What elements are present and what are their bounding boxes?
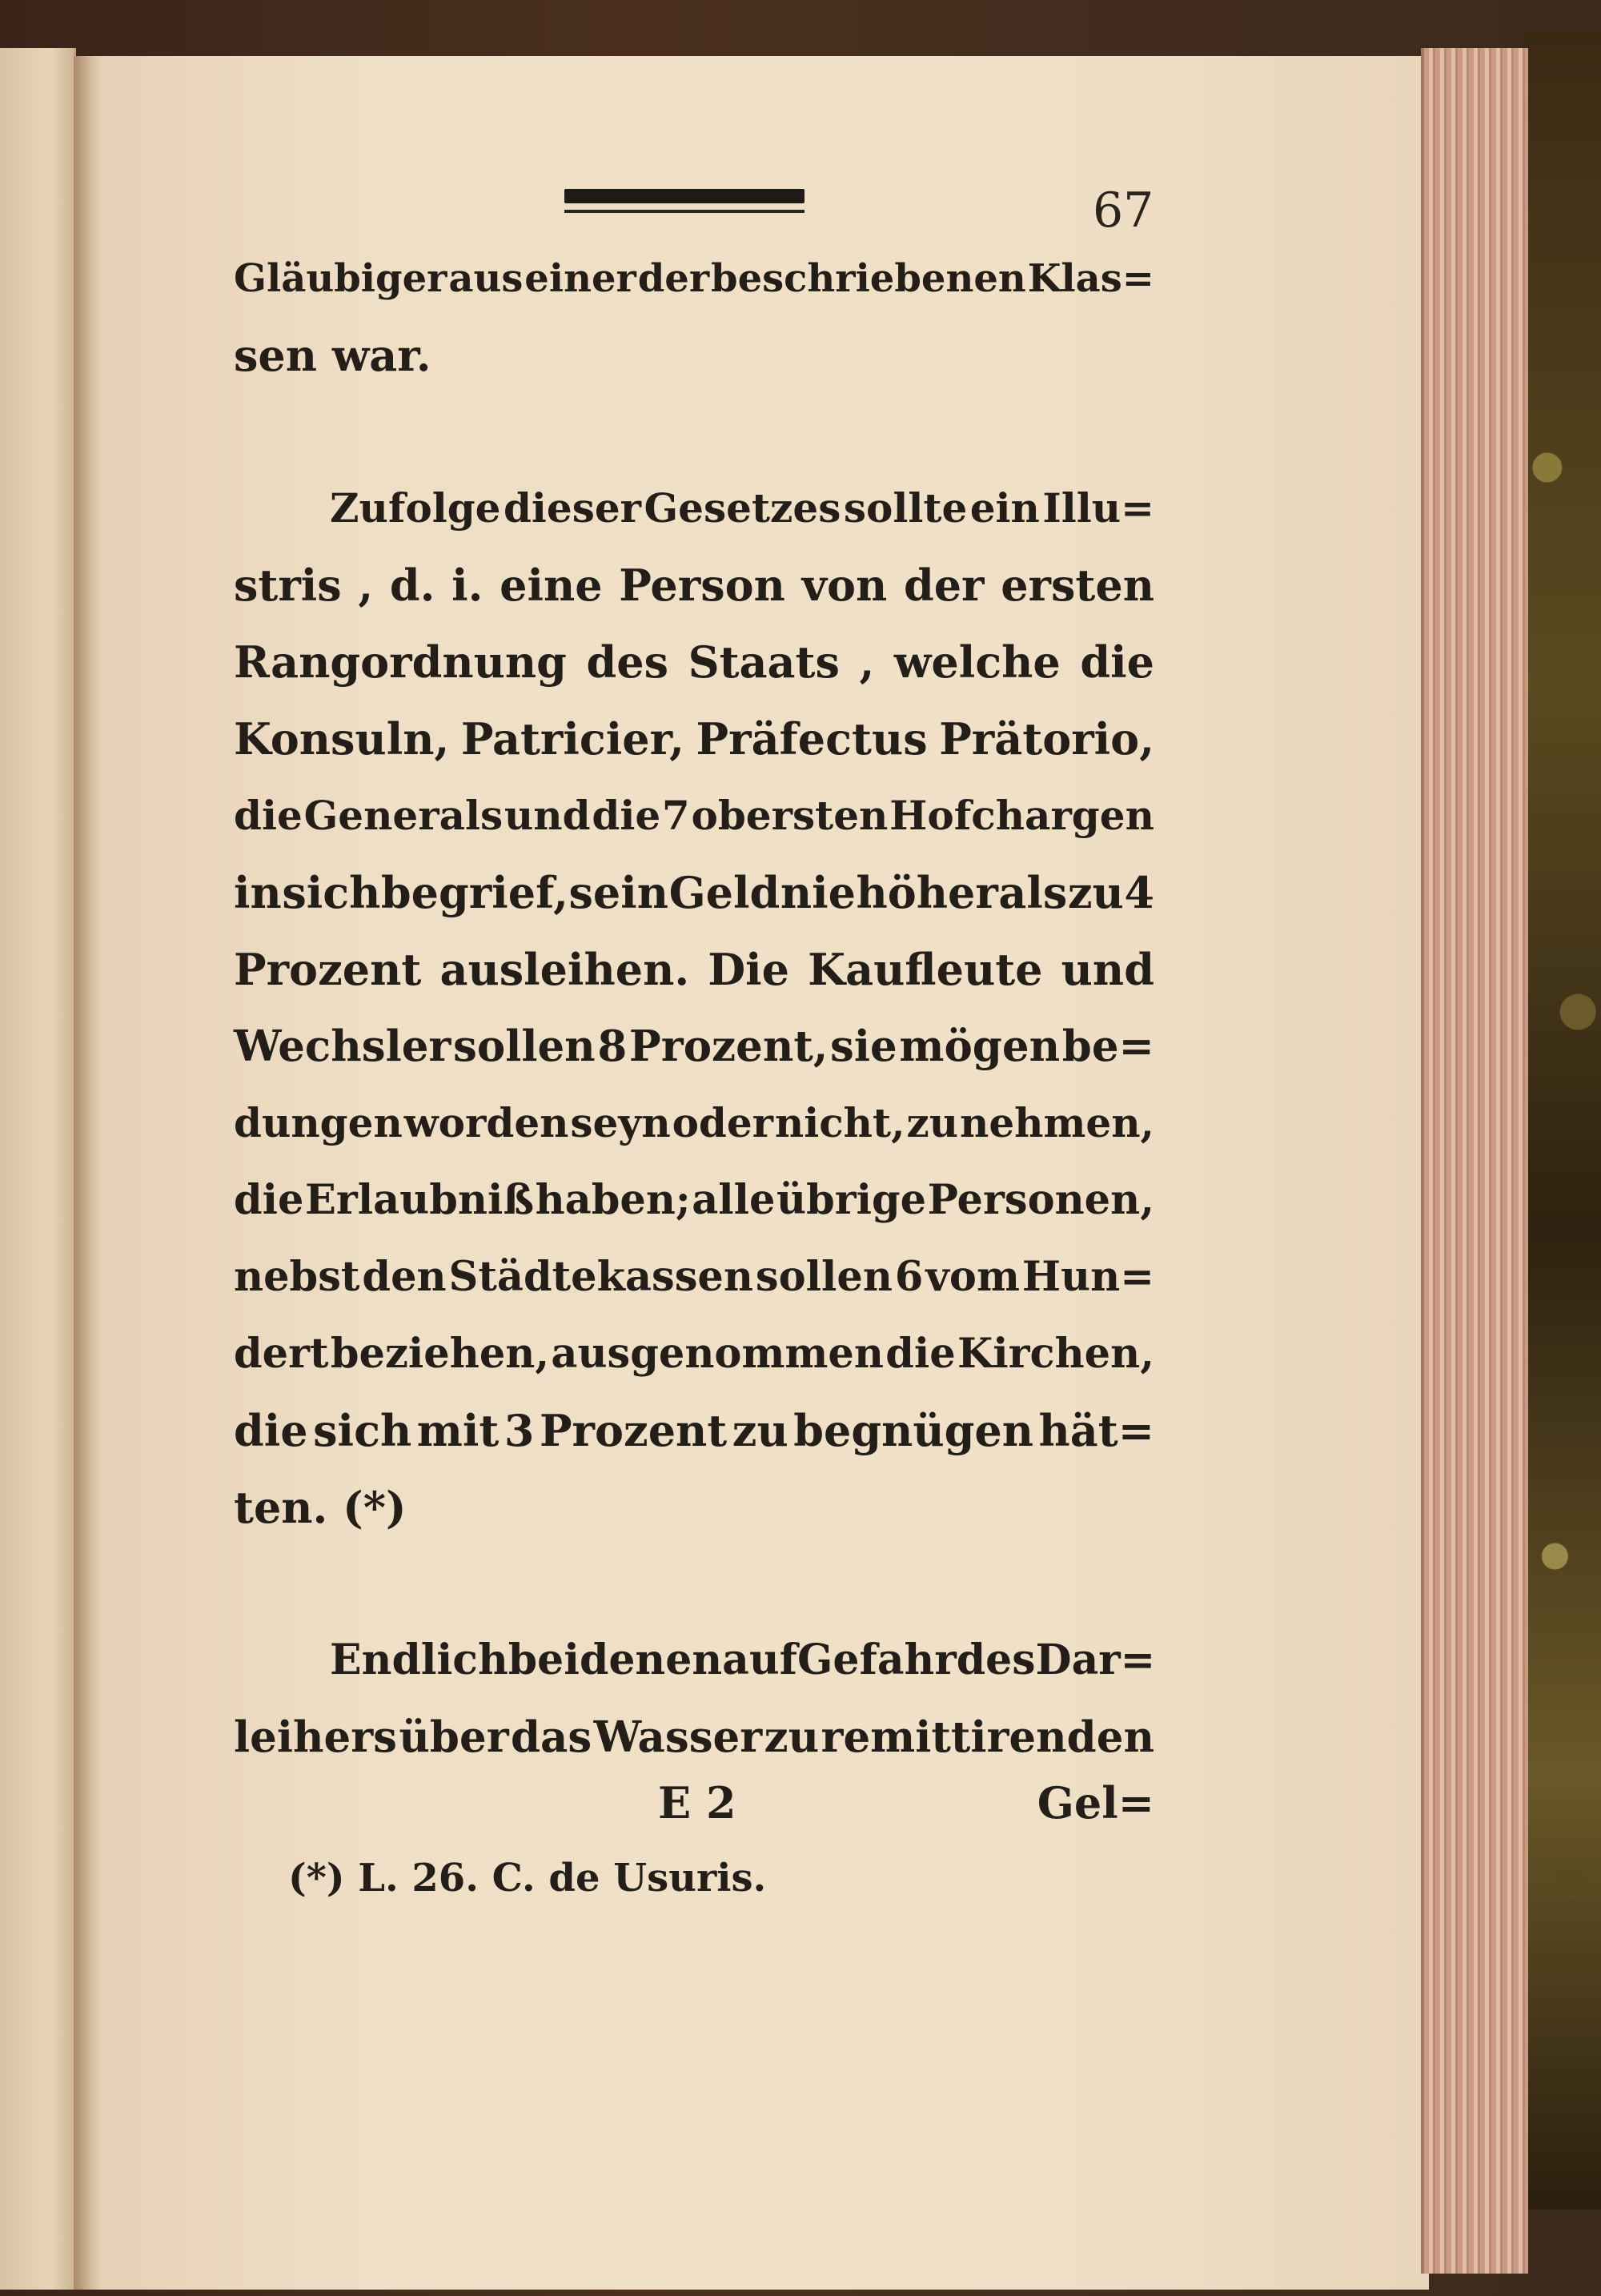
word: haben; — [535, 1176, 691, 1224]
word: , — [859, 636, 875, 688]
text-line — [234, 854, 1154, 931]
footnote: (*) L. 26. C. de Usuris. — [288, 1856, 767, 1901]
word: denen — [579, 1636, 723, 1684]
word: Prozent — [539, 1405, 728, 1456]
word: einer — [524, 256, 636, 301]
text-line: ten. (*) — [234, 1482, 407, 1533]
left-page-edge — [0, 48, 76, 2290]
word: Kaufleute — [808, 944, 1043, 995]
word: Rangordnung — [234, 636, 567, 688]
word: ein — [969, 484, 1040, 532]
word: dungen — [234, 1099, 403, 1146]
word: und — [1061, 944, 1154, 995]
word: vom — [925, 1253, 1020, 1301]
word: zu — [906, 1099, 959, 1146]
text-line — [234, 1315, 1154, 1392]
word: Gefahr — [797, 1636, 957, 1684]
word: 4 — [1124, 867, 1154, 918]
word: Staats — [688, 636, 840, 688]
word: oder — [672, 1099, 774, 1146]
word: seyn — [570, 1099, 671, 1146]
text-line: sen war. — [234, 330, 431, 381]
word: i. — [451, 560, 484, 611]
word: Zufolge — [330, 484, 501, 532]
word: dert — [234, 1330, 329, 1378]
text-line — [234, 1008, 1154, 1085]
word: Präfectus — [696, 713, 928, 765]
word: beschriebenen — [711, 256, 1026, 301]
text-line — [234, 700, 1154, 777]
word: Person — [619, 560, 785, 611]
word: Hofchargen — [889, 792, 1154, 839]
text-line — [234, 777, 1154, 854]
word: eine — [500, 560, 603, 611]
word: sich — [282, 867, 381, 918]
word: des — [586, 636, 668, 688]
word: der — [637, 256, 710, 301]
word: d. — [389, 560, 435, 611]
text-line — [234, 1238, 1154, 1315]
word: und — [504, 792, 591, 839]
word: Klas= — [1027, 256, 1154, 301]
word: übrige — [776, 1176, 927, 1224]
text-line — [234, 470, 1154, 547]
word: , — [358, 560, 374, 611]
word: begrief, — [380, 867, 568, 918]
text-line — [234, 240, 1154, 317]
text-line — [234, 547, 1154, 624]
word: dieser — [503, 484, 642, 532]
word: Personen, — [927, 1176, 1154, 1224]
signature-mark: E 2 — [658, 1777, 736, 1828]
page-number: 67 — [1093, 183, 1154, 239]
word: aus — [448, 256, 524, 301]
word: 6 — [894, 1253, 924, 1301]
word: des — [956, 1636, 1036, 1684]
text-line — [234, 624, 1154, 700]
page-body — [234, 240, 1154, 1776]
text-line — [234, 1162, 1154, 1238]
word: Erlaubniß — [304, 1176, 535, 1224]
word: die — [885, 1330, 956, 1378]
paragraph-gap — [234, 1546, 1154, 1622]
word: zu — [1067, 867, 1124, 918]
word: über — [399, 1712, 509, 1762]
word: Städtekassen — [448, 1253, 753, 1301]
word: welche — [893, 636, 1061, 688]
word: remittirenden — [821, 1712, 1154, 1762]
word: mögen — [899, 1022, 1061, 1071]
word: Wasser — [593, 1712, 763, 1762]
text-line — [234, 1085, 1154, 1162]
word: sie — [830, 1022, 897, 1071]
word: die — [234, 1176, 304, 1224]
word: Prozent — [234, 944, 422, 995]
word: als — [998, 867, 1068, 918]
catchword: Gel= — [1037, 1777, 1154, 1828]
text-line — [234, 931, 1154, 1008]
word: Generals — [303, 792, 504, 839]
word: sollen — [755, 1253, 893, 1301]
word: Geld — [668, 867, 780, 918]
word: 3 — [504, 1405, 535, 1456]
text-line — [234, 1699, 1154, 1776]
word: 8 — [597, 1022, 628, 1071]
word: Endlich — [330, 1636, 508, 1684]
word: Die — [708, 944, 790, 995]
word: in — [234, 867, 282, 918]
word: zu — [732, 1405, 788, 1456]
word: ausgenommen — [551, 1330, 884, 1378]
word: begnügen — [793, 1405, 1034, 1456]
word: Wechsler — [234, 1022, 451, 1071]
word: stris — [234, 560, 342, 611]
word: die — [1080, 636, 1154, 688]
word: auf — [722, 1636, 797, 1684]
text-line — [234, 1392, 1154, 1469]
word: Prätorio, — [939, 713, 1154, 765]
word: ersten — [1001, 560, 1154, 611]
word: das — [510, 1712, 592, 1762]
word: Konsuln, — [234, 713, 450, 765]
word: nie — [780, 867, 856, 918]
word: Dar= — [1035, 1636, 1156, 1684]
word: sich — [313, 1405, 412, 1456]
word: worden — [403, 1099, 569, 1146]
word: obersten — [691, 792, 889, 839]
word: der — [903, 560, 985, 611]
word: leihers — [234, 1712, 398, 1762]
word: zu — [764, 1712, 820, 1762]
word: den — [362, 1253, 447, 1301]
word: hät= — [1038, 1405, 1154, 1456]
word: Patricier, — [460, 713, 684, 765]
word: die — [234, 1405, 308, 1456]
marbled-cover-edge — [1524, 32, 1601, 2210]
word: beziehen, — [330, 1330, 550, 1378]
word: nicht, — [774, 1099, 905, 1146]
word: Hun= — [1021, 1253, 1154, 1301]
word: ausleihen. — [439, 944, 690, 995]
word: 7 — [661, 792, 690, 839]
word: sein — [568, 867, 669, 918]
word: nehmen, — [959, 1099, 1154, 1146]
word: Prozent, — [628, 1022, 829, 1071]
word: Kirchen, — [957, 1330, 1154, 1378]
word: sollen — [453, 1022, 596, 1071]
paragraph-gap — [234, 394, 1154, 470]
signature-line — [234, 1777, 1154, 1841]
header-rule-thin — [564, 210, 805, 213]
word: bei — [508, 1636, 580, 1684]
page-stack-edges — [1421, 48, 1528, 2274]
word: Gesetzes — [644, 484, 841, 532]
word: Illu= — [1042, 484, 1154, 532]
text-line — [234, 1622, 1154, 1699]
word: die — [592, 792, 661, 839]
header-rule — [564, 189, 805, 203]
word: nebst — [234, 1253, 360, 1301]
word: be= — [1061, 1022, 1154, 1071]
word: mit — [416, 1405, 500, 1456]
word: höher — [856, 867, 998, 918]
word: Gläubiger — [234, 256, 447, 301]
word: sollte — [843, 484, 968, 532]
word: alle — [692, 1176, 776, 1224]
word: die — [234, 792, 303, 839]
word: von — [801, 560, 888, 611]
